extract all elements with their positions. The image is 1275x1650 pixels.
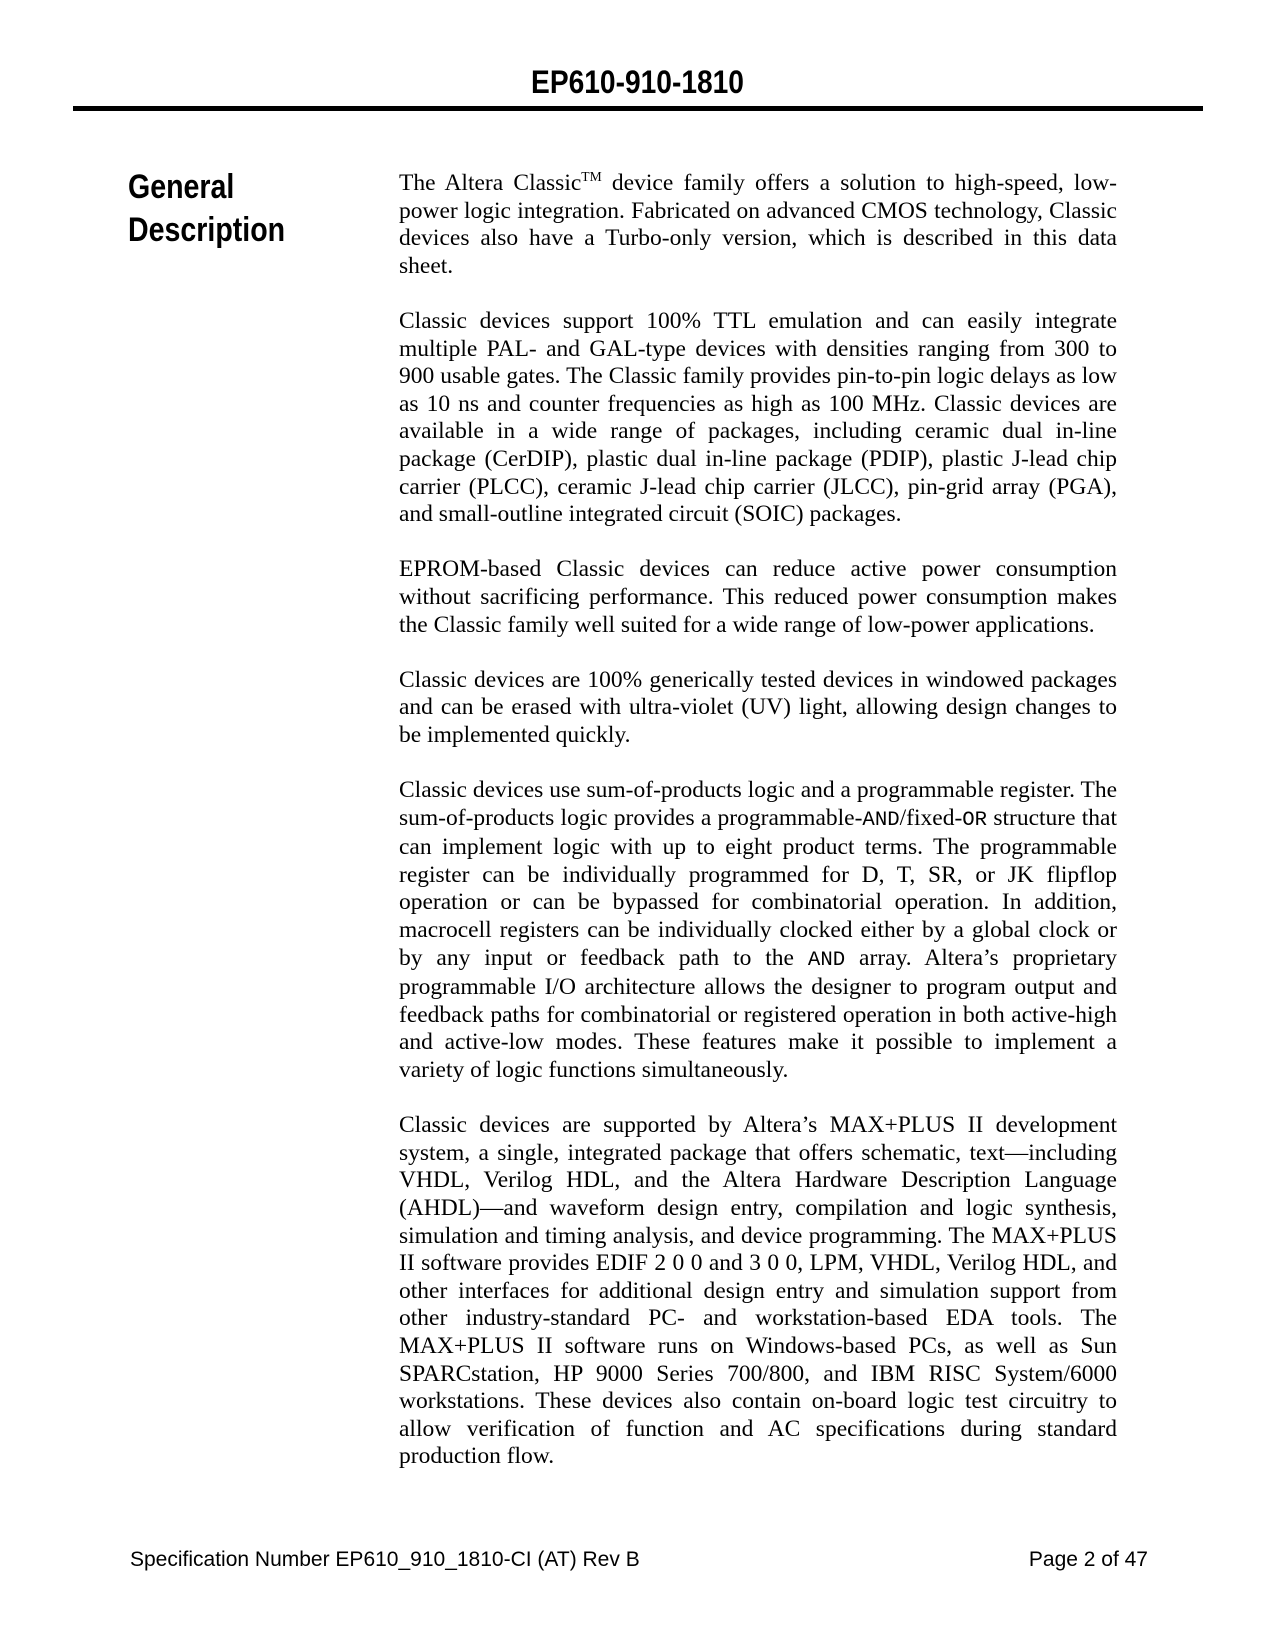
text-run: The Altera Classic [399,170,582,196]
text-run: Classic devices are 100% generically tested devices in windowed packages and can be erased with ultra-violet (UV) light, allowing design changes to be implemented quickly. [399,666,1117,748]
text-run-sup: TM [581,169,602,185]
footer-spec-number: Specification Number EP610_910_1810-CI (AT) Rev B [130,1548,640,1571]
paragraph-generic-testing [399,667,1117,750]
text-run: /fixed- [899,804,963,831]
text-run: Classic devices are supported by Altera’s MAX+PLUS II development system, a single, integrated package that offers schematic, text—including VHDL, Verilog HDL, and the Altera Hardware Description Language (AHDL)—and waveform design entry, compilation and logic synthesis, simulation and timing analysis, and device programming. The MAX+PLUS II software provides EDIF 2 0 0 and 3 0 0, LPM, VHDL, Verilog HDL, and other interfaces for additional design entry and simulation support from other industry-standard PC- and workstation-based EDA tools. The MAX+PLUS II software runs on Windows-based PCs, as well as Sun SPARCstation, HP 9000 Series 700/800, and IBM RISC System/6000 workstations. These devices also contain on-board logic test circuitry to allow verification of function and AC specifications during standard production flow. [399,1112,1117,1470]
paragraph-sum-of-products [399,777,1117,1085]
section-heading-line-1: General [128,168,235,206]
text-run: Classic devices use sum-of-products logic and a programmable register. The sum-of-products logic provides a programmable- [399,777,1117,831]
text-run: device family offers a solution to high-speed, low-power logic integration. Fabricated on advanced CMOS technology, Classic devices also have a Turbo-only version, which is described in this data sheet. [399,170,1118,279]
paragraph-intro [399,170,1117,280]
text-run-mono: AND [807,948,846,972]
section-heading [128,166,285,252]
text-run: EPROM-based Classic devices can reduce active power consumption without sacrificing performance. This reduced power consumption makes the Classic family well suited for a wide range of low-power applications. [399,556,1117,638]
text-run: Classic devices support 100% TTL emulation and can easily integrate multiple PAL- and GAL-type devices with densities ranging from 300 to 900 usable gates. The Classic family provides pin-to-pin logic delays as low as 10 ns and counter frequencies as high as 100 MHz. Classic devices are available in a wide range of packages, including ceramic dual in-line package (CerDIP), plastic dual in-line package (PDIP), plastic J-lead chip carrier (PLCC), ceramic J-lead chip carrier (JLCC), pin-grid array (PGA), and small-outline integrated circuit (SOIC) packages. [399,307,1117,528]
page-title: EP610-910-1810 [531,64,744,100]
text-run-mono: OR [962,808,988,832]
paragraph-eprom-power [399,556,1117,639]
paragraph-ttl-emulation [399,308,1117,529]
paragraph-maxplus-support [399,1112,1117,1471]
text-run-mono: AND [862,808,900,832]
section-heading-line-2: Description [128,211,286,249]
footer-page-number: Page 2 of 47 [1028,1548,1148,1571]
text-run: structure that can implement logic with up to eight product terms. The programmable register can be individually programmed for D, T, SR, or JK flipflop operation or can be bypassed for combinatorial operation. In addition, macrocell registers can be individually clocked either by a global clock or by any input or feedback path to the [399,804,1117,971]
body-text [399,170,1117,1499]
header-rule [73,106,1203,111]
text-run: array. Altera’s proprietary programmable I/O architecture allows the designer to program output and feedback paths for combinatorial or registered operation in both active-high and active-low modes. These features make it possible to implement a variety of logic functions simultaneously. [399,944,1117,1083]
